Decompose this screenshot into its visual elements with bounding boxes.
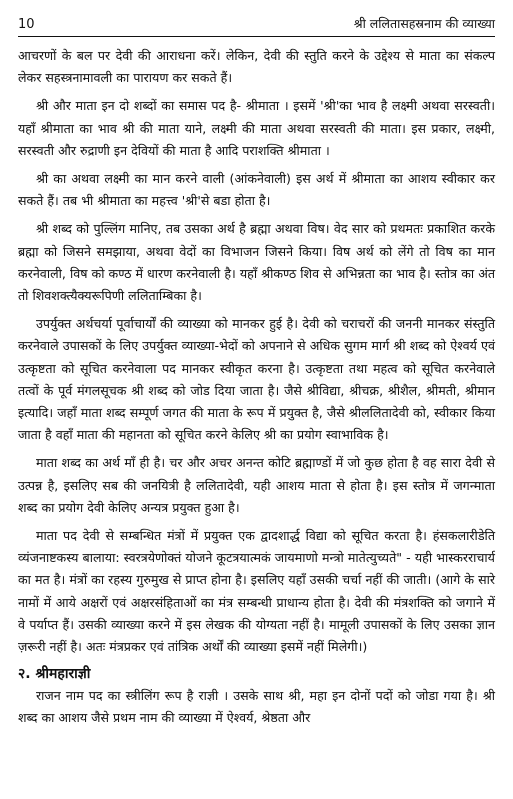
section-heading: २. श्रीमहाराज्ञी — [18, 666, 91, 683]
paragraph-6: माता शब्द का अर्थ माँ ही है। चर और अचर अनन्त कोटि ब्रह्माण्डों में जो कुछ होता है वह सारा देवी से उत्पन्न है, इसलिए सब की जनयित्री है ललितादेवी, यही आशय माता से होता है। इस स्तोत्र में जगन्माता शब्द का प्रयोग देवी केलिए अन्यत्र प्रयुक्त हुआ है। — [18, 455, 495, 515]
paragraph-4: श्री शब्द को पुल्लिंग मानिए, तब उसका अर्थ है ब्रह्मा अथवा विष। वेद सार को प्रथमतः प्रकाशित करके ब्रह्मा को जिसने समझाया, अथवा वेदों का विभाजन जिसने किया। विष अर्थ को लेंगे तो विष का मान करनेवाली, विष को कण्ठ में धारण करनेवाली है। यहाँ श्रीकण्ठ शिव से अभिन्नता का भाव है। स्तोत्र का अंत तो शिवशक्त्यैक्यरूपिणी ललिताम्बिका है। — [18, 221, 495, 304]
header-rule — [18, 36, 495, 37]
paragraph-5: उपर्युक्त अर्थचर्या पूर्वाचार्यों की व्याख्या को मानकर हुई है। देवी को चराचरों की जननी मानकर संस्तुति करनेवाले उपासकों के लिए उपर्युक्त व्याख्या-भेदों को अपनाने से अधिक सुगम मार्ग श्री शब्द को ऐश्वर्य एवं उत्कृष्टता को सूचित करनेवाला पद मानकर स्वीकृत करना है। उत्कृष्टता तथा महत्व को सूचित करनेवाले तत्वों के पूर्व मंगलसूचक श्री शब्द को जोड दिया जाता है। जैसे श्रीविद्या, श्रीचक्र, श्रीशैल, श्रीमती, श्रीमान इत्यादि। जहाँ माता शब्द सम्पूर्ण जगत की माता के रूप में प्रयुक्त है, जैसे श्रीललितादेवी को, स्वीकार किया जाता है वहाँ माता की महानता को सूचित करने केलिए श्री का प्रयोग स्वाभाविक है। — [18, 316, 495, 443]
running-title: श्री ललितासहस्रनाम की व्याख्या — [353, 16, 495, 31]
page-header — [18, 10, 495, 32]
page-number: 10 — [18, 17, 35, 32]
paragraph-3: श्री का अथवा लक्ष्मी का मान करने वाली (आंकनेवाली) इस अर्थ में श्रीमाता का आशय स्वीकार कर सकते हैं। तब भी श्रीमाता का महत्त्व 'श्री'से बडा होता है। — [18, 171, 495, 209]
paragraph-7: माता पद देवी से सम्बन्धित मंत्रों में प्रयुक्त एक द्वादशार्द्ध विद्या को सूचित करता है। हंसकलारीडेति व्यंजनाष्टकस्य बालाया: स्वरत्रयेणोक्तं योजने कूटत्रयात्मकं जायमाणो मन्त्रो मातेत्युच्यते" - यही भास्करराचार्य का मत है। मंत्रों का रहस्य गुरुमुख से प्राप्त होना है। इसलिए यहाँ उसकी चर्चा नहीं की जाती। (आगे के सारे नामों में आये अक्षरों एवं अक्षरसंहिताओं का मंत्र सम्बन्धी प्राधान्य होता है। देवी की मंत्रशक्ति को जगाने में वे पर्याप्त हैं। उसकी व्याख्या करने में इस लेखक की योग्यता नहीं है। मामूली उपासकों के लिए उसका ज्ञान ज़रूरी नहीं है। अतः मंत्रप्रकर एवं तांत्रिक अर्थों की व्याख्या इसमें नहीं मिलेगी।) — [18, 528, 495, 655]
paragraph-8: राजन नाम पद का स्त्रीलिंग रूप है राज्ञी । उसके साथ श्री, महा इन दोनों पदों को जोडा गया है। श्री शब्द का आशय जैसे प्रथम नाम की व्याख्या में ऐश्वर्य, श्रेष्ठता और — [18, 688, 495, 726]
paragraph-1: आचरणों के बल पर देवी की आराधना करें। लेकिन, देवी की स्तुति करने के उद्देश्य से माता का संकल्प लेकर सहस्त्रनामावली का पारायण कर सकते हैं। — [18, 48, 495, 86]
paragraph-2: श्री और माता इन दो शब्दों का समास पद है- श्रीमाता । इसमें 'श्री'का भाव है लक्ष्मी अथवा सरस्वती। यहाँ श्रीमाता का भाव श्री की माता याने, लक्ष्मी की माता अथवा सरस्वती की माता। इस प्रकार, लक्ष्मी, सरस्वती और रुद्राणी इन देवियों की माता है आदि पराशक्ति श्रीमाता । — [18, 98, 495, 158]
